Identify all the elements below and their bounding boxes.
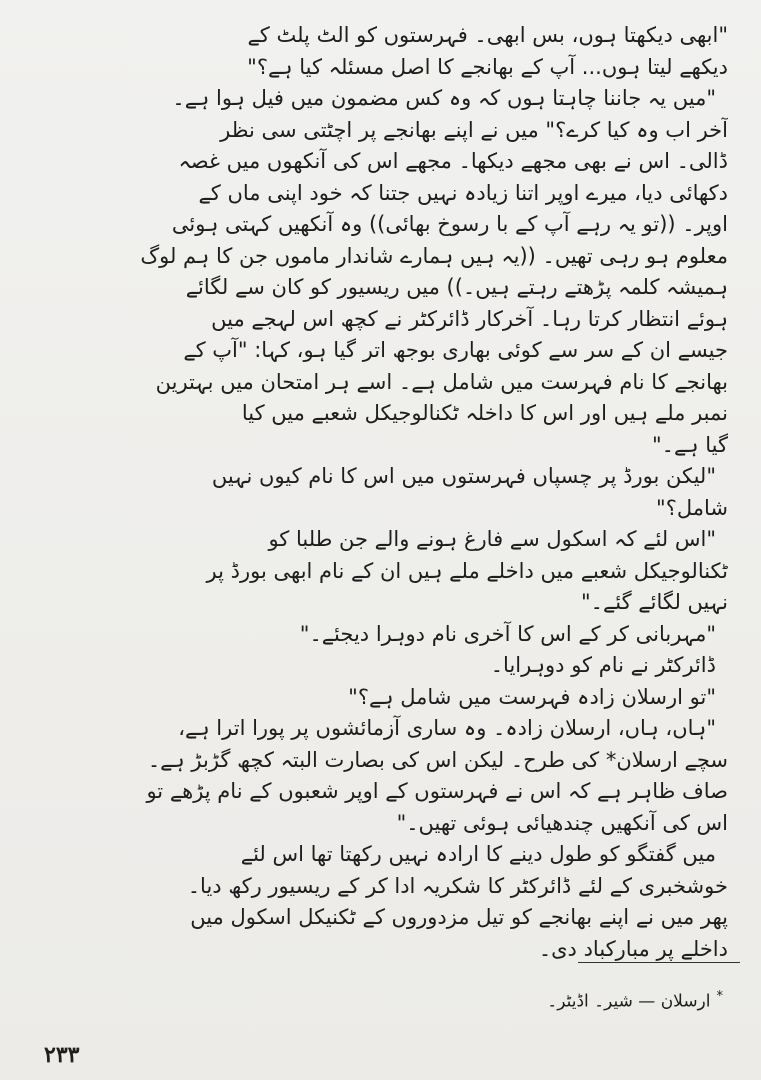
text-line-1: "ابھی دیکھتا ہوں، بس ابھی۔ فہرستوں کو الٹ پلٹ کے — [247, 23, 728, 47]
footnote-text: ارسلان — شیر۔ اڈیٹر۔ — [547, 991, 711, 1012]
text-line-19: نہیں لگائے گئے۔" — [581, 590, 728, 614]
text-line-9: ہمیشہ کلمہ پڑھتے رہتے ہیں۔)) میں ریسیور کو کان سے لگائے — [185, 275, 728, 299]
text-line-6: دکھائی دیا، میرے اوپر اتنا زیادہ نہیں جتنا کہ خود اپنی ماں کے — [198, 180, 728, 205]
page-number: ۲۳۳ — [44, 1042, 80, 1068]
text-line-12: بھانجے کا نام فہرست میں شامل ہے۔ اسے ہر امتحان میں بہترین — [155, 369, 728, 394]
text-line-3: "میں یہ جاننا چاہتا ہوں کہ وہ کس مضمون میں فیل ہوا ہے۔ — [172, 86, 716, 110]
text-line-25: صاف ظاہر ہے کہ اس نے فہرستوں کے اوپر شعبوں کے نام پڑھے تو — [146, 779, 728, 803]
text-line-24: سچے ارسلان* کی طرح۔ لیکن اس کی بصارت البتہ کچھ گڑبڑ ہے۔ — [147, 747, 728, 772]
text-line-17: "اس لئے کہ اسکول سے فارغ ہونے والے جن طلبا کو — [268, 527, 716, 551]
text-line-15: "لیکن بورڈ پر چسپاں فہرستوں میں اس کا نام کیوں نہیں — [211, 464, 716, 488]
text-line-23: "ہاں، ہاں، ارسلان زادہ۔ وہ ساری آزمائشوں پر پورا اترا ہے، — [178, 716, 716, 740]
body-text — [38, 20, 728, 965]
text-line-7: اوپر۔ ((تو یہ رہے آپ کے با رسوخ بھائی)) وہ آنکھیں کہتی ہوئی — [171, 212, 728, 236]
text-line-21: ڈائرکٹر نے نام کو دوہرایا۔ — [490, 653, 716, 677]
text-line-22: "تو ارسلان زادہ فہرست میں شامل ہے؟" — [348, 684, 716, 709]
text-line-16: شامل؟" — [656, 495, 728, 520]
text-line-5: ڈالی۔ اس نے بھی مجھے دیکھا۔ مجھے اس کی آنکھوں میں غصہ — [178, 149, 728, 173]
text-line-11: جیسے ان کے سر سے کوئی بھاری بوجھ اتر گیا ہو، کہا: "آپ کے — [183, 338, 728, 362]
text-line-30: داخلے پر مبارکباد دی۔ — [538, 936, 728, 961]
footnote-divider — [578, 962, 740, 963]
text-line-10: ہوئے انتظار کرتا رہا۔ آخرکار ڈائرکٹر نے کچھ اس لہجے میں — [211, 306, 728, 331]
text-line-20: "مہربانی کر کے اس کا آخری نام دوہرا دیجئے۔" — [299, 621, 716, 646]
footnote-marker: * — [716, 989, 723, 1004]
text-line-8: معلوم ہو رہی تھیں۔ ((یہ ہیں ہمارے شاندار ماموں جن کا ہم لوگ — [140, 243, 728, 268]
text-line-2: دیکھے لیتا ہوں... آپ کے بھانجے کا اصل مسئلہ کیا ہے؟" — [247, 54, 728, 79]
text-line-29: پھر میں نے اپنے بھانجے کو تیل مزدوروں کے ٹکنیکل اسکول میں — [190, 905, 728, 929]
text-line-28: خوشخبری کے لئے ڈائرکٹر کا شکریہ ادا کر کے ریسیور رکھ دیا۔ — [187, 873, 728, 898]
text-line-27: میں گفتگو کو طول دینے کا ارادہ نہیں رکھتا تھا اس لئے — [240, 842, 716, 866]
text-line-14: گیا ہے۔" — [652, 432, 728, 457]
text-line-26: اس کی آنکھیں چندھیائی ہوئی تھیں۔" — [396, 810, 728, 835]
text-line-13: نمبر ملے ہیں اور اس کا داخلہ ٹکنالوجیکل شعبے میں کیا — [241, 401, 728, 425]
footnote — [323, 985, 723, 1014]
text-line-4: آخر اب وہ کیا کرے؟" میں نے اپنے بھانجے پر اچٹتی سی نظر — [220, 117, 728, 142]
text-line-18: ٹکنالوجیکل شعبے میں داخلے ملے ہیں ان کے نام ابھی بورڈ پر — [206, 558, 728, 583]
